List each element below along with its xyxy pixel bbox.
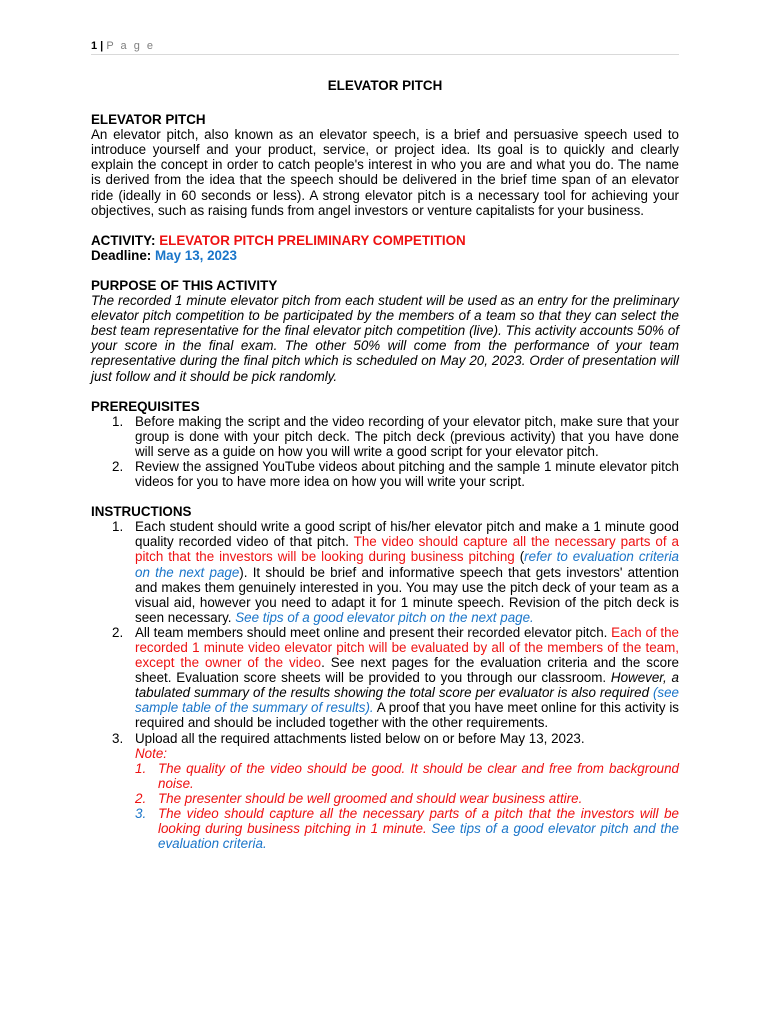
prerequisites-list: [91, 414, 679, 489]
list-item: 1. Before making the script and the video recording of your elevator pitch, make sure that your group is done with your pitch deck. The pitch deck (previous activity) that you have done will serve as a guide on how you will write a good script for your elevator pitch.: [112, 413, 679, 459]
document-title: ELEVATOR PITCH: [327, 78, 443, 93]
activity-name: ELEVATOR PITCH PRELIMINARY COMPETITION: [159, 232, 466, 248]
prerequisites-section: [91, 399, 679, 490]
document-body: [91, 78, 679, 851]
list-item: 2. All team members should meet online and present their recorded elevator pitch. Each of the recorded 1 minute video elevator pitch will be evaluated by all of the members of the team, except the owner of the video. See next pages for the evaluation criteria and the score sheet. Evaluation score sheets will be provided to you through our classroom. However, a tabulated summary of the results showing the total score per evaluator is also required (see sample table of the summary of results). A proof that you have meet online for this activity is required and should be included together with the other requirements.: [112, 624, 680, 731]
intro-heading: ELEVATOR PITCH: [91, 112, 206, 128]
prerequisites-heading: PREREQUISITES: [91, 398, 200, 414]
deadline-value: May 13, 2023: [155, 247, 237, 263]
list-item: 1. Each student should write a good script of his/her elevator pitch and make a 1 minute good quality recorded video of that pitch. The video should capture all the necessary parts of a pitch that the investors will be looking during business pitching (refer to evaluation criteria on the next page). It should be brief and informative speech that gets investors' attention and makes them genuinely interested in you. You may use the pitch deck of your team as a visual aid, however you need to adapt it for 1 minute speech. Revision of the pitch deck is seen necessary. See tips of a good elevator pitch on the next page.: [112, 519, 679, 625]
purpose-heading: PURPOSE OF THIS ACTIVITY: [91, 277, 278, 293]
instructions-section: [91, 504, 679, 851]
instructions-list: [91, 519, 679, 851]
activity-line: [91, 233, 679, 248]
page-number: 1: [91, 40, 98, 52]
note-label: Note:: [135, 745, 168, 761]
list-item: 3. Upload all the required attachments listed below on or before May 13, 2023. Note: 1. The quality of the video should be good. It should be clear and free from background noise. 2. The presenter should be well groomed and should wear business attire. 3. The video should capture all the necessary parts of a pitch that the investors will be looking during business pitching in 1 minute. See tips of a good elevator pitch and the evaluation criteria.: [112, 730, 679, 852]
intro-section: [91, 112, 679, 218]
purpose-paragraph: The recorded 1 minute elevator pitch from each student will be used as an entry for the preliminary elevator pitch competition to be participated by the members of a team so that they can select the best team representative for the final elevator pitch competition (live). This activity accounts 50% of your score in the final exam. The other 50% will come from the performance of your team representative during the final pitch which is scheduled on May 20, 2023. Order of presentation will just follow and it should be pick randomly.: [91, 293, 679, 384]
activity-label: ACTIVITY:: [91, 232, 160, 248]
page-header: [91, 38, 679, 55]
page-separator: |: [97, 40, 107, 52]
deadline-label: Deadline:: [91, 247, 155, 263]
note-item: 2. The presenter should be well groomed and should wear business attire.: [135, 790, 583, 806]
purpose-section: [91, 278, 679, 384]
note-item: 3. The video should capture all the necessary parts of a pitch that the investors will be looking during business pitching in 1 minute. See tips of a good elevator pitch and the evaluation criteria.: [135, 806, 679, 852]
note-item: 1. The quality of the video should be good. It should be clear and free from background noise.: [135, 760, 679, 791]
page-label: P a g e: [106, 40, 155, 52]
intro-paragraph: An elevator pitch, also known as an elevator speech, is a brief and persuasive speech used to introduce yourself and your product, service, or project idea. Its goal is to quickly and clearly explain the concept in order to catch people's interest in who you are and what you do. The name is derived from the idea that the speech should be delivered in the brief time span of an elevator ride (ideally in 60 seconds or less). A strong elevator pitch is a necessary tool for achieving your objectives, such as raising funds from angel investors or venture capitalists for your business.: [91, 127, 679, 218]
instructions-heading: INSTRUCTIONS: [91, 504, 192, 520]
notes-list: [135, 761, 679, 852]
deadline-line: [91, 248, 679, 263]
activity-section: [91, 233, 679, 263]
list-item: 2. Review the assigned YouTube videos about pitching and the sample 1 minute elevator pitch videos for you to have more idea on how you will write your script.: [112, 458, 679, 490]
